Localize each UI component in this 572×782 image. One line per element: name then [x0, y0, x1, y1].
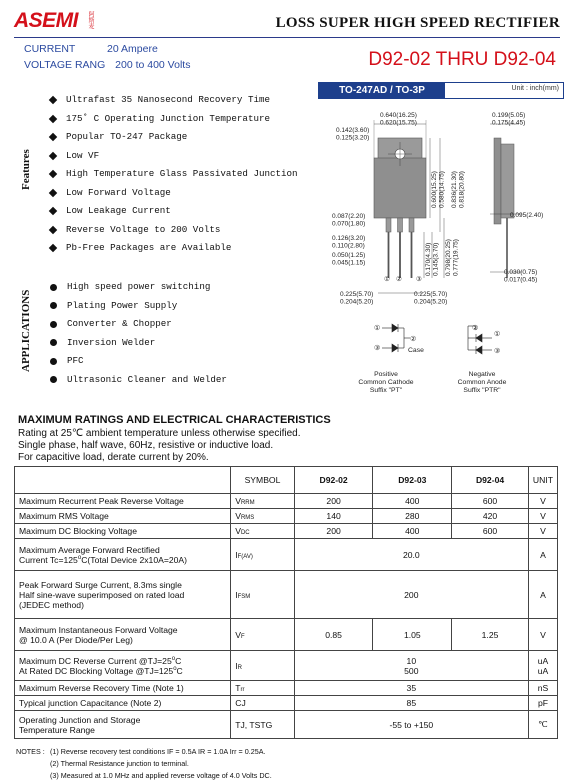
application-item: PFC: [48, 352, 227, 371]
positive-schematic: [374, 324, 424, 354]
voltage-spec: [24, 59, 190, 71]
table-row: Maximum Recurrent Peak Reverse Voltage VRRM 200 400 600 V: [15, 494, 558, 509]
note-3: (3) Measured at 1.0 MHz and applied reverse voltage of 4.0 Volts DC.: [50, 771, 272, 780]
header-d92-04: D92-04: [452, 467, 529, 494]
vertical-dims: [425, 171, 466, 276]
feature-item: Reverse Voltage to 200 Volts: [48, 221, 298, 240]
feature-item: Pb-Free Packages are Available: [48, 239, 298, 258]
condition-1: Rating at 25℃ ambient temperature unless otherwise specified.: [18, 428, 301, 439]
circle-bullet-icon: [50, 284, 57, 291]
header-unit: UNIT: [528, 467, 557, 494]
feature-item: Low Leakage Current: [48, 202, 298, 221]
header-d92-03: D92-03: [373, 467, 452, 494]
dim-lead-thickness: 0.030(0.75) 0.017(0.45): [504, 269, 538, 284]
dim-top-width: 0.640(16.25) 0.620(15.75): [380, 112, 417, 127]
features-heading: Features: [20, 149, 32, 190]
table-row: Operating Junction and Storage Temperature Range TJ, TSTG -55 to +150 ℃: [15, 711, 558, 739]
diamond-bullet-icon: [49, 152, 57, 160]
package-body: [374, 158, 426, 218]
ratings-table: [14, 466, 558, 739]
diamond-bullet-icon: [49, 115, 57, 123]
ratings-title: MAXIMUM RATINGS AND ELECTRICAL CHARACTERISTICS: [18, 414, 331, 426]
svg-text:①: ①: [494, 331, 501, 338]
current-label: CURRENT: [24, 43, 76, 55]
logo-text: ASEMI: [14, 9, 79, 32]
pin-3-label: ③: [416, 276, 422, 283]
table-row: Maximum Reverse Recovery Time (Note 1) Trr 35 nS: [15, 681, 558, 696]
dim-tab-width: 0.087(2.20) 0.070(1.80): [332, 213, 366, 228]
feature-item: 175˚ C Operating Junction Temperature: [48, 110, 298, 129]
dim-body-h2: 0.836(21.30)0.818(20.80): [451, 171, 466, 208]
voltage-value: 200 to 400 Volts: [115, 59, 191, 71]
header-symbol: SYMBOL: [231, 467, 295, 494]
feature-item: Low Forward Voltage: [48, 184, 298, 203]
svg-text:Case: Case: [408, 347, 424, 354]
dim-pin-width: 0.126(3.20) 0.110(2.80): [332, 235, 366, 250]
application-item: Converter & Chopper: [48, 315, 227, 334]
table-row: Maximum DC Blocking Voltage VDC 200 400 600 V: [15, 524, 558, 539]
negative-label: Negative: [468, 371, 496, 378]
note-2: (2) Thermal Resistance junction to terminal.: [50, 759, 189, 768]
table-row: Peak Forward Surge Current, 8.3ms single Half sine-wave superimposed on rated load (JEDEC method) IFSM 200 A: [15, 571, 558, 619]
positive-sub: Common Cathode: [358, 379, 414, 386]
table-row: Maximum Instantaneous Forward Voltage @ 10.0 A (Per Diode/Per Leg) VF 0.85 1.05 1.25 V: [15, 619, 558, 651]
application-item: Inversion Welder: [48, 334, 227, 353]
header-d92-02: D92-02: [294, 467, 373, 494]
circle-bullet-icon: [50, 321, 57, 328]
circle-bullet-icon: [50, 339, 57, 346]
negative-sub: Common Anode: [457, 379, 507, 386]
package-name: TO-247AD / TO-3P: [319, 83, 445, 98]
svg-text:③: ③: [374, 345, 381, 352]
feature-item: Ultrafast 35 Nanosecond Recovery Time: [48, 91, 298, 110]
feature-item: High Temperature Glass Passivated Junction: [48, 165, 298, 184]
feature-item: Low VF: [48, 147, 298, 166]
circle-bullet-icon: [50, 358, 57, 365]
negative-schematic: [468, 324, 500, 355]
svg-text:②: ②: [472, 325, 479, 332]
svg-text:②: ②: [410, 336, 417, 343]
dim-side-lead: 0.095(2.40): [510, 212, 544, 219]
table-row: Maximum Average Forward Rectified Current $Tc=125^oC(Total$ Device 2x10A=20A) IF(AV) 20.0 A: [15, 539, 558, 571]
table-row: Typical junction Capacitance (Note 2) CJ 85 pF: [15, 696, 558, 711]
side-body: [501, 144, 514, 218]
diamond-bullet-icon: [49, 189, 57, 197]
document-title: LOSS SUPER HIGH SPEED RECTIFIER: [275, 15, 560, 31]
current-spec: [24, 43, 158, 55]
pin-2-label: ②: [396, 276, 402, 283]
positive-suffix: Suffix "PT": [369, 387, 403, 394]
circle-bullet-icon: [50, 302, 57, 309]
diamond-bullet-icon: [49, 170, 57, 178]
condition-3: For capacitive load, derate current by 20%.: [18, 452, 209, 463]
circle-bullet-icon: [50, 376, 57, 383]
application-item: Ultrasonic Cleaner and Welder: [48, 371, 227, 390]
dim-hole: 0.142(3.60) 0.125(3.20): [336, 127, 370, 142]
dim-side-width: 0.199(5.05) 0.175(4.45): [492, 112, 526, 127]
application-item: Plating Power Supply: [48, 297, 227, 316]
company-logo: [14, 10, 106, 32]
package-header: [318, 82, 564, 99]
dim-pin-thickness: 0.050(1.25) 0.045(1.15): [332, 252, 366, 267]
feature-item: Popular TO-247 Package: [48, 128, 298, 147]
notes-label: NOTES :: [16, 747, 45, 756]
table-header-row: [15, 467, 558, 494]
part-number-range: D92-02 THRU D92-04: [368, 49, 556, 70]
side-tab: [494, 138, 501, 224]
pin-1-label: ①: [384, 276, 390, 283]
note-1: (1) Reverse recovery test conditions IF = 0.5A IR = 1.0A Irr = 0.25A.: [50, 747, 266, 756]
dim-pitch-left: 0.225(5.70) 0.204(5.20): [340, 291, 374, 306]
negative-suffix: Suffix "PTR": [463, 387, 501, 394]
positive-label: Positive: [374, 371, 398, 378]
table-row: Maximum RMS Voltage VRMS 140 280 420 V: [15, 509, 558, 524]
header-param: [15, 467, 231, 494]
diamond-bullet-icon: [49, 133, 57, 141]
diamond-bullet-icon: [49, 207, 57, 215]
features-list: [48, 91, 298, 258]
applications-heading: APPLICATIONS: [20, 289, 32, 372]
diamond-bullet-icon: [49, 226, 57, 234]
condition-2: Single phase, half wave, 60Hz, resistive or inductive load.: [18, 440, 274, 451]
svg-text:③: ③: [494, 348, 501, 355]
diamond-bullet-icon: [49, 244, 57, 252]
table-row: Maximum DC Reverse Current $@TJ=25^oC$ At Rated DC Blocking Voltage $@TJ=125^oC$ IR 10 500 uA uA: [15, 651, 558, 681]
application-item: High speed power switching: [48, 278, 227, 297]
dim-lead-len2: 0.798(20.25)0.777(19.75): [445, 239, 460, 276]
svg-text:①: ①: [374, 325, 381, 332]
header-rule: [14, 37, 560, 38]
dim-body-h1: 0.600(15.25)0.580(14.75): [431, 171, 446, 208]
package-drawing: [316, 100, 566, 400]
logo-chinese: 阿斯麦: [87, 11, 93, 29]
diamond-bullet-icon: [49, 96, 57, 104]
voltage-label: VOLTAGE RANG: [24, 59, 106, 71]
dim-lead-len1: 0.170(4.30)0.145(3.70): [425, 242, 440, 276]
applications-list: [48, 278, 227, 389]
package-unit: Unit : inch(mm): [511, 85, 559, 92]
dim-pitch-right: 0.225(5.70) 0.204(5.20): [414, 291, 448, 306]
current-value: 20 Ampere: [107, 43, 158, 55]
